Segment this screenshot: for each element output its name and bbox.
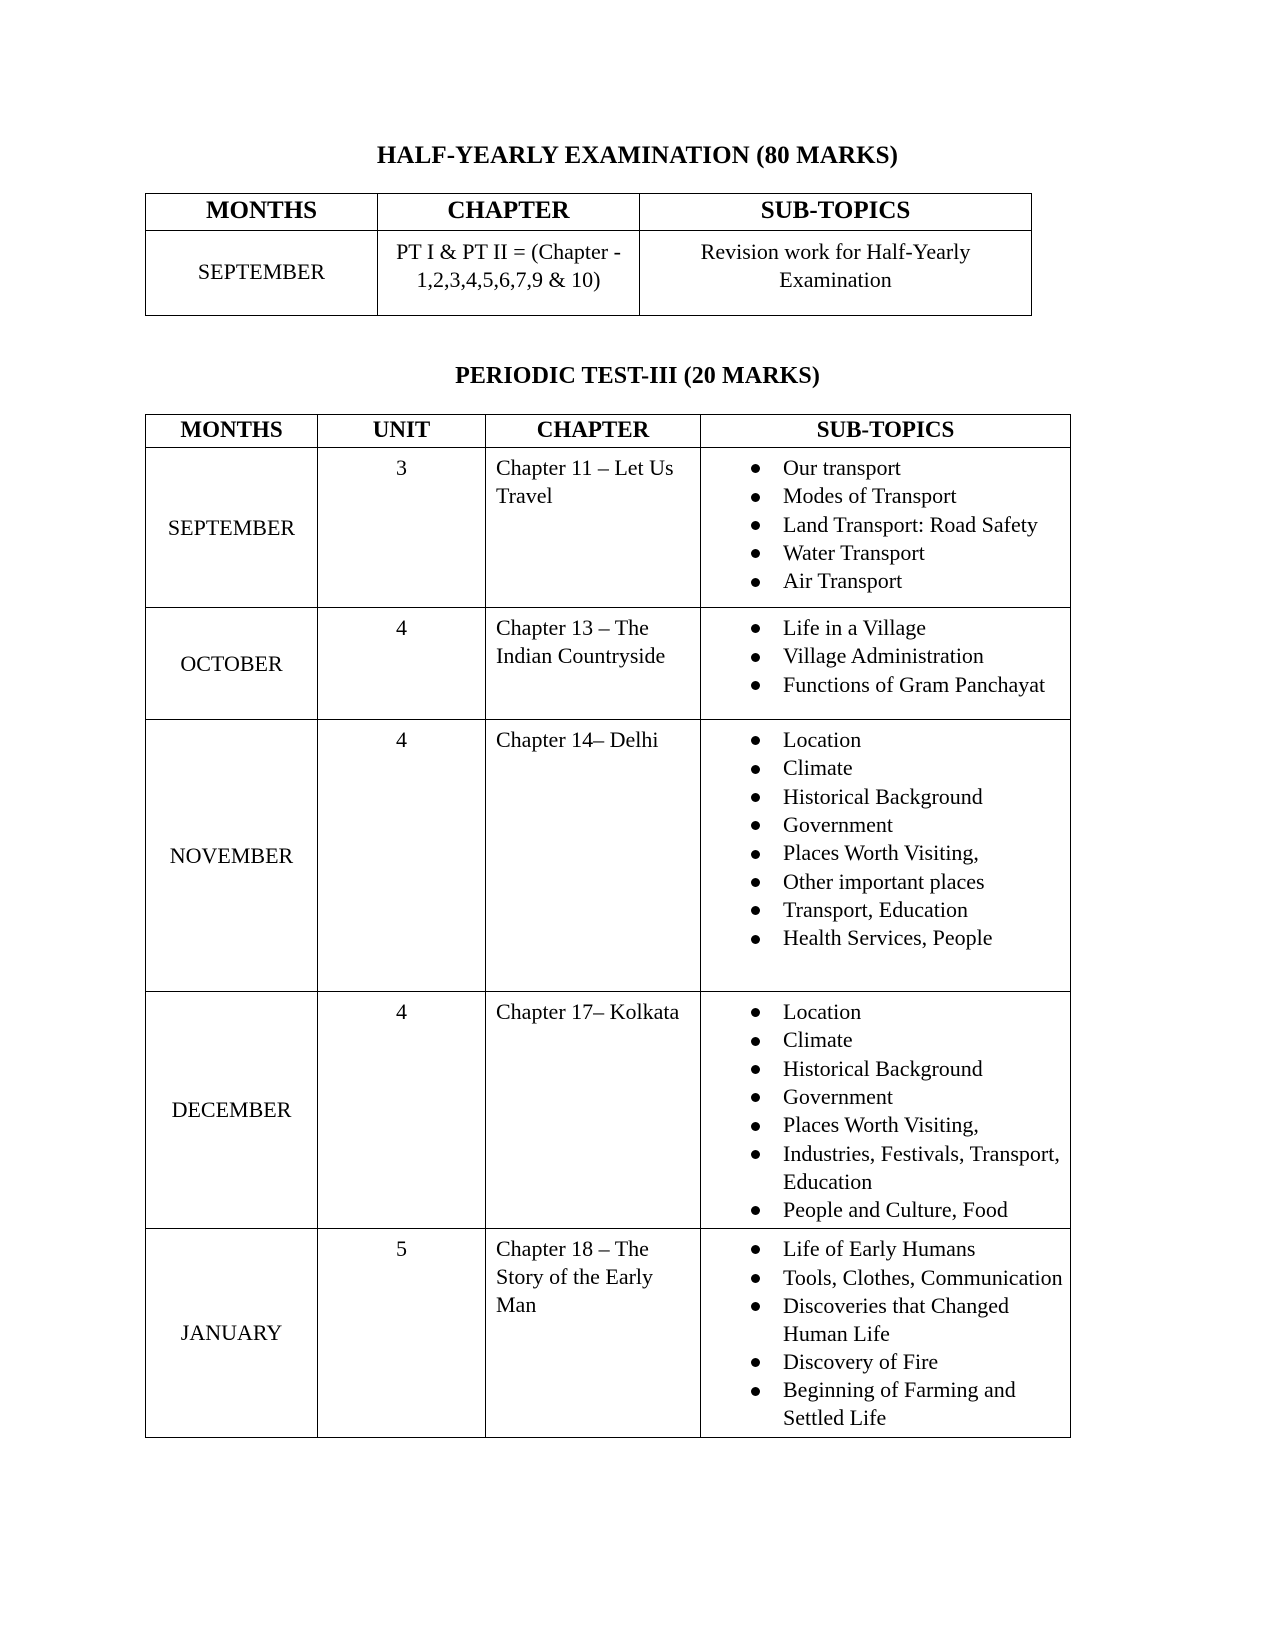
bullet-dot-icon	[751, 1245, 760, 1254]
cell-chapter: Chapter 18 – The Story of the Early Man	[486, 1229, 701, 1437]
bullet-dot-icon	[751, 549, 760, 558]
subtopics-list	[701, 614, 1066, 698]
cell-chapter: Chapter 17– Kolkata	[486, 992, 701, 1229]
list-item	[701, 567, 1066, 595]
cell-subtopics	[701, 448, 1071, 608]
list-item	[701, 642, 1066, 670]
list-item	[701, 896, 1066, 924]
subtopic-label: Transport, Education	[783, 897, 968, 923]
bullet-dot-icon	[751, 1302, 760, 1311]
subtopic-label: Our transport	[783, 455, 901, 481]
subtopic-label: Functions of Gram Panchayat	[783, 671, 1046, 697]
subtopics-list	[701, 998, 1066, 1224]
cell-unit: 4	[318, 992, 486, 1229]
bullet-dot-icon	[751, 793, 760, 802]
list-item	[701, 924, 1066, 952]
list-item	[701, 998, 1066, 1026]
list-item	[701, 1055, 1066, 1083]
list-item	[701, 614, 1066, 642]
cell-month: NOVEMBER	[146, 720, 318, 992]
column-header-unit: UNIT	[318, 415, 486, 448]
list-item	[701, 1111, 1066, 1139]
list-item	[701, 1348, 1066, 1376]
cell-unit: 4	[318, 720, 486, 992]
bullet-dot-icon	[751, 1358, 760, 1367]
bullet-dot-icon	[751, 821, 760, 830]
subtopic-label: Land Transport: Road Safety	[783, 511, 1038, 537]
bullet-dot-icon	[751, 1122, 760, 1131]
bullet-dot-icon	[751, 1274, 760, 1283]
subtopic-label: People and Culture, Food	[783, 1196, 1008, 1222]
bullet-dot-icon	[751, 765, 760, 774]
column-header-chapter: CHAPTER	[378, 194, 640, 231]
subtopic-label: Climate	[783, 1027, 853, 1053]
subtopic-label: Modes of Transport	[783, 483, 957, 509]
bullet-dot-icon	[751, 681, 760, 690]
cell-chapter: Chapter 13 – The Indian Countryside	[486, 608, 701, 720]
table-row	[146, 231, 1032, 316]
list-item	[701, 511, 1066, 539]
list-item	[701, 811, 1066, 839]
subtopic-label: Village Administration	[783, 643, 984, 669]
bullet-dot-icon	[751, 578, 760, 587]
bullet-dot-icon	[751, 1037, 760, 1046]
column-header-months: MONTHS	[146, 415, 318, 448]
cell-subtopics	[701, 720, 1071, 992]
subtopic-label: Places Worth Visiting,	[783, 840, 979, 866]
bullet-dot-icon	[751, 1387, 760, 1396]
column-header-subtopics: SUB-TOPICS	[640, 194, 1032, 231]
table-row	[146, 608, 1071, 720]
cell-month: JANUARY	[146, 1229, 318, 1437]
subtopic-label: Discoveries that Changed Human Life	[783, 1292, 1010, 1346]
cell-month: OCTOBER	[146, 608, 318, 720]
subtopic-label: Air Transport	[783, 568, 903, 594]
cell-unit: 5	[318, 1229, 486, 1437]
bullet-dot-icon	[751, 1008, 760, 1017]
cell-subtopics	[701, 608, 1071, 720]
list-item	[701, 868, 1066, 896]
bullet-dot-icon	[751, 493, 760, 502]
column-header-chapter: CHAPTER	[486, 415, 701, 448]
cell-subtopics: Revision work for Half-Yearly Examination	[640, 231, 1032, 316]
subtopic-label: Discovery of Fire	[783, 1349, 939, 1375]
table-row	[146, 448, 1071, 608]
subtopic-label: Health Services, People	[783, 925, 993, 951]
column-header-subtopics: SUB-TOPICS	[701, 415, 1071, 448]
bullet-dot-icon	[751, 1065, 760, 1074]
bullet-dot-icon	[751, 1093, 760, 1102]
table-header-row	[146, 415, 1071, 448]
bullet-dot-icon	[751, 521, 760, 530]
list-item	[701, 754, 1066, 782]
list-item	[701, 671, 1066, 699]
bullet-dot-icon	[751, 878, 760, 887]
cell-month: SEPTEMBER	[146, 231, 378, 316]
subtopics-list	[701, 726, 1066, 952]
bullet-dot-icon	[751, 653, 760, 662]
subtopic-label: Life of Early Humans	[783, 1236, 976, 1262]
list-item	[701, 1264, 1066, 1292]
cell-chapter: Chapter 11 – Let Us Travel	[486, 448, 701, 608]
list-item	[701, 482, 1066, 510]
periodic-test-3-heading: PERIODIC TEST-III (20 MARKS)	[455, 363, 820, 389]
cell-unit: 4	[318, 608, 486, 720]
bullet-dot-icon	[751, 1150, 760, 1159]
cell-month: DECEMBER	[146, 992, 318, 1229]
list-item	[701, 1376, 1066, 1432]
cell-subtopics	[701, 992, 1071, 1229]
list-item	[701, 1235, 1066, 1263]
list-item	[701, 454, 1066, 482]
subtopic-label: Industries, Festivals, Transport, Education	[783, 1140, 1060, 1194]
subtopic-label: Places Worth Visiting,	[783, 1112, 979, 1138]
subtopic-label: Other important places	[783, 868, 985, 894]
subtopic-label: Location	[783, 727, 862, 753]
list-item	[701, 539, 1066, 567]
list-item	[701, 783, 1066, 811]
list-item	[701, 726, 1066, 754]
subtopics-list	[701, 1235, 1066, 1432]
subtopic-label: Historical Background	[783, 1055, 983, 1081]
subtopic-label: Government	[783, 1084, 893, 1110]
list-item	[701, 839, 1066, 867]
bullet-dot-icon	[751, 906, 760, 915]
table-row	[146, 992, 1071, 1229]
cell-chapter: PT I & PT II = (Chapter - 1,2,3,4,5,6,7,9 & 10)	[378, 231, 640, 316]
subtopic-label: Location	[783, 999, 862, 1025]
list-item	[701, 1292, 1066, 1348]
list-item	[701, 1083, 1066, 1111]
bullet-dot-icon	[751, 464, 760, 473]
bullet-dot-icon	[751, 736, 760, 745]
bullet-dot-icon	[751, 850, 760, 859]
periodic-test-3-table	[145, 414, 1071, 1438]
list-item	[701, 1026, 1066, 1054]
subtopic-label: Government	[783, 812, 893, 838]
bullet-dot-icon	[751, 624, 760, 633]
list-item	[701, 1140, 1066, 1196]
table-row	[146, 1229, 1071, 1437]
subtopics-list	[701, 454, 1066, 595]
cell-subtopics	[701, 1229, 1071, 1437]
table-header-row	[146, 194, 1032, 231]
cell-month: SEPTEMBER	[146, 448, 318, 608]
table-row	[146, 720, 1071, 992]
periodic-test-3-table-body	[146, 448, 1071, 1437]
subtopic-label: Tools, Clothes, Communication	[783, 1264, 1063, 1290]
bullet-dot-icon	[751, 1206, 760, 1215]
half-yearly-exam-heading: HALF-YEARLY EXAMINATION (80 MARKS)	[376, 142, 899, 169]
half-yearly-exam-table	[145, 193, 1032, 316]
subtopic-label: Historical Background	[783, 783, 983, 809]
bullet-dot-icon	[751, 935, 760, 944]
subtopic-label: Water Transport	[783, 540, 925, 566]
cell-unit: 3	[318, 448, 486, 608]
subtopic-label: Climate	[783, 755, 853, 781]
column-header-months: MONTHS	[146, 194, 378, 231]
list-item	[701, 1196, 1066, 1224]
cell-chapter: Chapter 14– Delhi	[486, 720, 701, 992]
subtopic-label: Life in a Village	[783, 615, 927, 641]
subtopic-label: Beginning of Farming and Settled Life	[783, 1377, 1016, 1431]
